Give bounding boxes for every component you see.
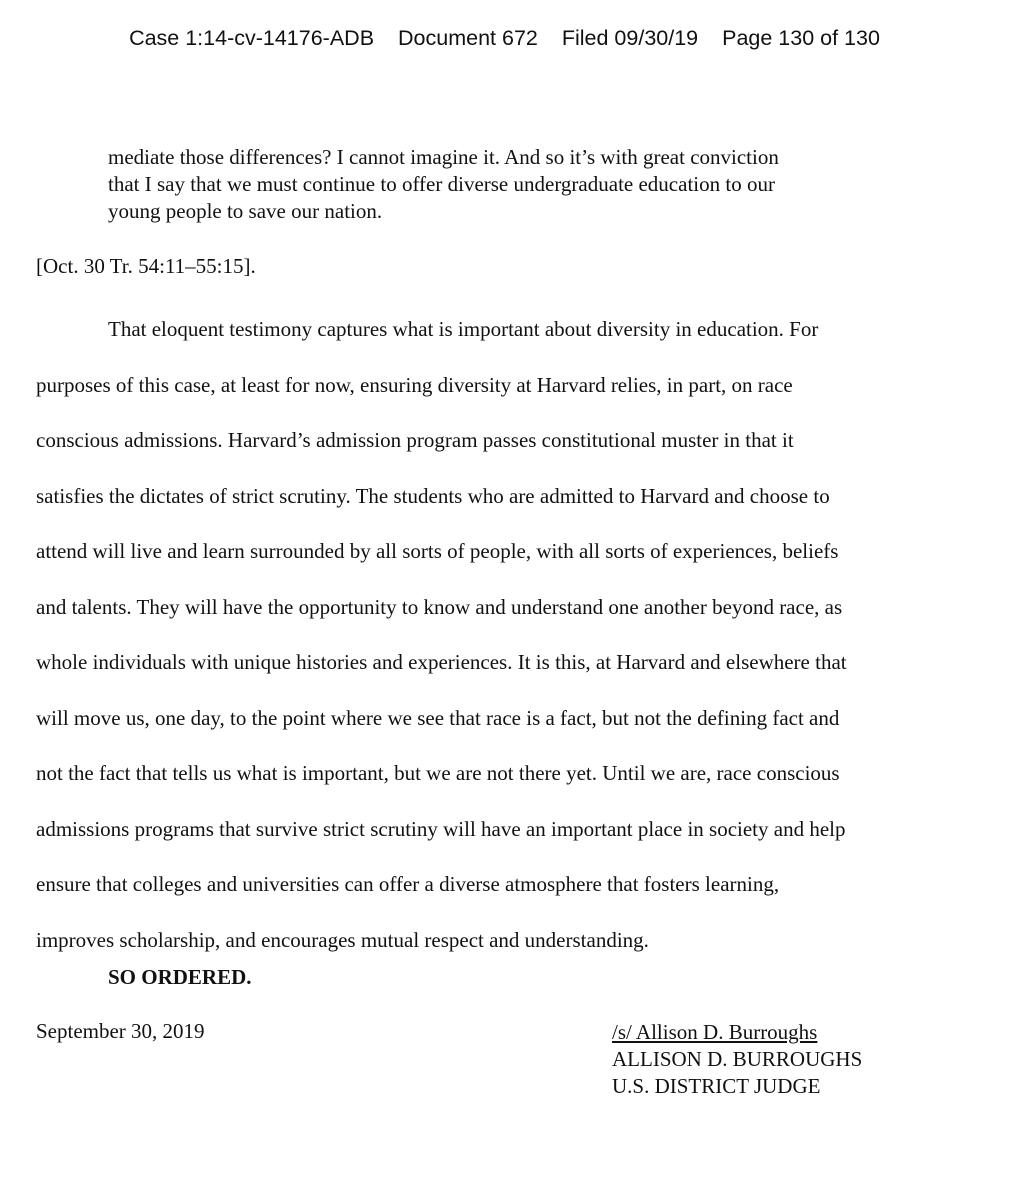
judge-name: ALLISON D. BURROUGHS <box>612 1047 863 1071</box>
body-paragraph <box>36 302 976 968</box>
case-header <box>0 26 1009 51</box>
quote-line: mediate those differences? I cannot imagine it. And so it’s with great conviction <box>108 145 779 169</box>
electronic-signature: /s/ Allison D. Burroughs <box>612 1020 818 1044</box>
case-number: Case 1:14-cv-14176-ADB <box>129 26 375 50</box>
document-number: Document 672 <box>398 26 538 50</box>
paragraph-line: ensure that colleges and universities can offer a diverse atmosphere that fosters learning, <box>36 872 780 896</box>
paragraph-line: admissions programs that survive strict scrutiny will have an important place in society and help <box>36 816 846 841</box>
quote-line: young people to save our nation. <box>108 199 383 223</box>
paragraph-line: whole individuals with unique histories and experiences. It is this, at Harvard and elsewhere that <box>36 650 847 674</box>
paragraph-line: conscious admissions. Harvard’s admission program passes constitutional muster in that it <box>36 428 794 452</box>
page-number: Page 130 of 130 <box>722 26 880 50</box>
transcript-citation: [Oct. 30 Tr. 54:11–55:15]. <box>36 254 256 278</box>
block-quote <box>108 144 938 225</box>
paragraph-line: will move us, one day, to the point where we see that race is a fact, but not the defining fact and <box>36 705 840 730</box>
signature-block <box>612 1019 862 1100</box>
paragraph-line: purposes of this case, at least for now, ensuring diversity at Harvard relies, in part, on race <box>36 372 793 397</box>
filed-date: Filed 09/30/19 <box>561 26 699 50</box>
quote-line: that I say that we must continue to offer diverse undergraduate education to our <box>108 172 775 196</box>
paragraph-line: improves scholarship, and encourages mutual respect and understanding. <box>36 927 649 952</box>
paragraph-line: That eloquent testimony captures what is important about diversity in education. For <box>108 317 819 341</box>
paragraph-line: not the fact that tells us what is important, but we are not there yet. Until we are, race conscious <box>36 761 840 785</box>
so-ordered-heading: SO ORDERED. <box>108 965 252 989</box>
paragraph-line: attend will live and learn surrounded by all sorts of people, with all sorts of experiences, beliefs <box>36 539 839 563</box>
judge-title: U.S. DISTRICT JUDGE <box>612 1074 821 1098</box>
paragraph-line: and talents. They will have the opportunity to know and understand one another beyond race, as <box>36 594 843 619</box>
order-date: September 30, 2019 <box>36 1019 205 1043</box>
paragraph-line: satisfies the dictates of strict scrutiny. The students who are admitted to Harvard and choose to <box>36 483 830 508</box>
